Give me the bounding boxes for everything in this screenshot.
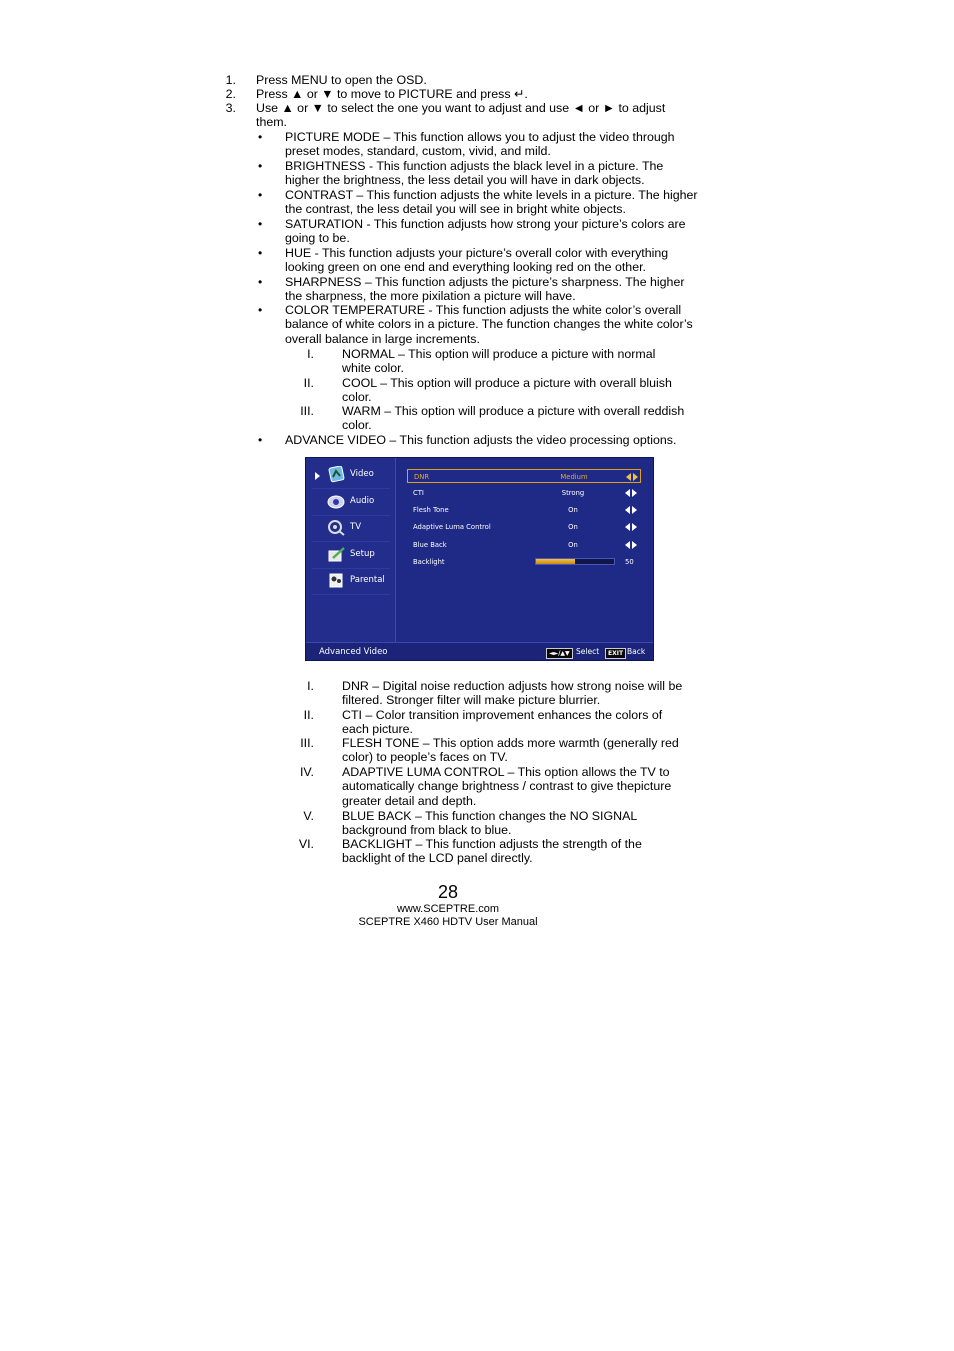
- setting-name: Adaptive Luma Control: [413, 523, 491, 531]
- bullet-text: ADVANCE VIDEO – This function adjusts the video processing options.: [285, 433, 677, 447]
- left-right-arrows-icon: [625, 523, 637, 531]
- option-text: ADAPTIVE LUMA CONTROL – This option allows the TV to automatically change brightness / contrast to give thepicture greater detail and depth.: [342, 765, 672, 808]
- step-number: 1.: [225, 73, 236, 87]
- setup-icon: [327, 546, 346, 563]
- step-number: 2.: [225, 87, 236, 101]
- setting-value: Medium: [560, 473, 588, 481]
- left-right-arrows-icon: [625, 506, 637, 514]
- option-number: III.: [300, 404, 314, 418]
- page-number: 28: [437, 882, 459, 902]
- exit-key-icon: EXIT: [605, 648, 626, 659]
- option-number: II.: [303, 708, 314, 722]
- osd-menu-item-parental: [306, 568, 395, 594]
- bullet-text: COLOR TEMPERATURE - This function adjusts the white color’s overall balance of white colors in a picture. The function changes the white color’s overall balance in large increments.: [285, 303, 693, 346]
- osd-menu-item-video: [306, 462, 395, 488]
- footer-website: www.SCEPTRE.com: [396, 903, 500, 915]
- setting-name: Backlight: [413, 558, 445, 566]
- option-number: III.: [300, 736, 314, 750]
- backlight-value: 50: [625, 558, 634, 566]
- setting-name: CTI: [413, 489, 424, 497]
- option-number: I.: [307, 347, 314, 361]
- bullet-text: CONTRAST – This function adjusts the white levels in a picture. The higher the contrast, the less detail you will see in bright white objects.: [285, 188, 698, 217]
- bullet-dot: •: [258, 303, 263, 317]
- option-text: CTI – Color transition improvement enhances the colors of each picture.: [342, 708, 663, 737]
- osd-menu-label: Audio: [350, 496, 375, 506]
- selected-arrow-icon: [315, 472, 320, 480]
- setting-value: On: [568, 541, 578, 549]
- option-number: VI.: [298, 837, 314, 851]
- setting-value: Strong: [561, 489, 585, 497]
- osd-menu-item-audio: [306, 489, 395, 515]
- option-text: WARM – This option will produce a picture with overall reddish color.: [342, 404, 685, 433]
- bullet-dot: •: [258, 217, 263, 231]
- step-number: 3.: [225, 101, 236, 115]
- option-text: BLUE BACK – This function changes the NO SIGNAL background from black to blue.: [342, 809, 637, 838]
- step-text: Press MENU to open the OSD.: [256, 73, 427, 87]
- bullet-text: HUE - This function adjusts your picture’s overall color with everything looking green on one end and everything looking red on the other.: [285, 246, 669, 275]
- option-text: DNR – Digital noise reduction adjusts how strong noise will be filtered. Stronger filter will make picture blurrier.: [342, 679, 683, 708]
- option-text: NORMAL – This option will produce a picture with normal white color.: [342, 347, 656, 376]
- osd-menu-label: TV: [350, 522, 362, 532]
- nav-key-icon: ◄►/▲▼: [546, 648, 573, 659]
- bullet-text: PICTURE MODE – This function allows you to adjust the video through preset modes, standard, custom, vivid, and mild.: [285, 130, 675, 159]
- option-text: COOL – This option will produce a picture with overall bluish color.: [342, 376, 672, 405]
- osd-setting-row: [407, 469, 641, 483]
- parental-icon: [327, 572, 346, 589]
- osd-menu-screenshot: [305, 457, 654, 661]
- select-hint: Select: [576, 647, 600, 656]
- backlight-bar-fill: [536, 559, 575, 564]
- step-text: Press ▲ or ▼ to move to PICTURE and press ↵.: [256, 87, 528, 101]
- bullet-text: SATURATION - This function adjusts how strong your picture’s colors are going to be.: [285, 217, 686, 246]
- left-right-arrows-icon: [625, 541, 637, 549]
- option-number: V.: [303, 809, 314, 823]
- option-number: IV.: [299, 765, 314, 779]
- setting-name: Blue Back: [413, 541, 447, 549]
- audio-icon: [327, 493, 346, 510]
- osd-sidebar: [306, 458, 396, 642]
- osd-menu-label: Setup: [350, 549, 375, 559]
- osd-menu-label: Video: [350, 469, 374, 479]
- osd-footer-title: Advanced Video: [319, 647, 388, 657]
- bullet-dot: •: [258, 188, 263, 202]
- bullet-dot: •: [258, 433, 263, 447]
- bullet-text: SHARPNESS – This function adjusts the picture’s sharpness. The higher the sharpness, the more pixilation a picture will have.: [285, 275, 685, 304]
- tv-icon: [327, 519, 346, 536]
- option-number: II.: [303, 376, 314, 390]
- osd-setting-row: [407, 503, 641, 517]
- footer-manual-title: SCEPTRE X460 HDTV User Manual: [358, 916, 538, 928]
- osd-setting-row: [407, 538, 641, 552]
- setting-name: Flesh Tone: [413, 506, 449, 514]
- setting-value: On: [568, 506, 578, 514]
- osd-setting-row: [407, 486, 641, 500]
- osd-menu-item-tv: [306, 515, 395, 541]
- bullet-text: BRIGHTNESS - This function adjusts the black level in a picture. The higher the brightness, the less detail you will have in dark objects.: [285, 159, 664, 188]
- setting-name: DNR: [414, 473, 430, 481]
- osd-menu-label: Parental: [350, 575, 385, 585]
- back-hint: Back: [627, 647, 646, 656]
- option-number: I.: [307, 679, 314, 693]
- step-text: Use ▲ or ▼ to select the one you want to adjust and use ◄ or ► to adjust them.: [256, 101, 666, 130]
- setting-value: On: [568, 523, 578, 531]
- bullet-dot: •: [258, 275, 263, 289]
- bullet-dot: •: [258, 159, 263, 173]
- option-text: FLESH TONE – This option adds more warmth (generally red color) to people’s faces on TV.: [342, 736, 679, 765]
- bullet-dot: •: [258, 246, 263, 260]
- bullet-dot: •: [258, 130, 263, 144]
- osd-backlight-row: [407, 555, 641, 569]
- osd-footer: [306, 642, 654, 661]
- video-icon: [327, 466, 346, 483]
- divider: [312, 594, 390, 595]
- left-right-arrows-icon: [626, 473, 638, 481]
- backlight-bar: [535, 558, 615, 565]
- left-right-arrows-icon: [625, 489, 637, 497]
- option-text: BACKLIGHT – This function adjusts the strength of the backlight of the LCD panel directly.: [342, 837, 642, 866]
- osd-setting-row: [407, 520, 641, 534]
- osd-menu-item-setup: [306, 542, 395, 568]
